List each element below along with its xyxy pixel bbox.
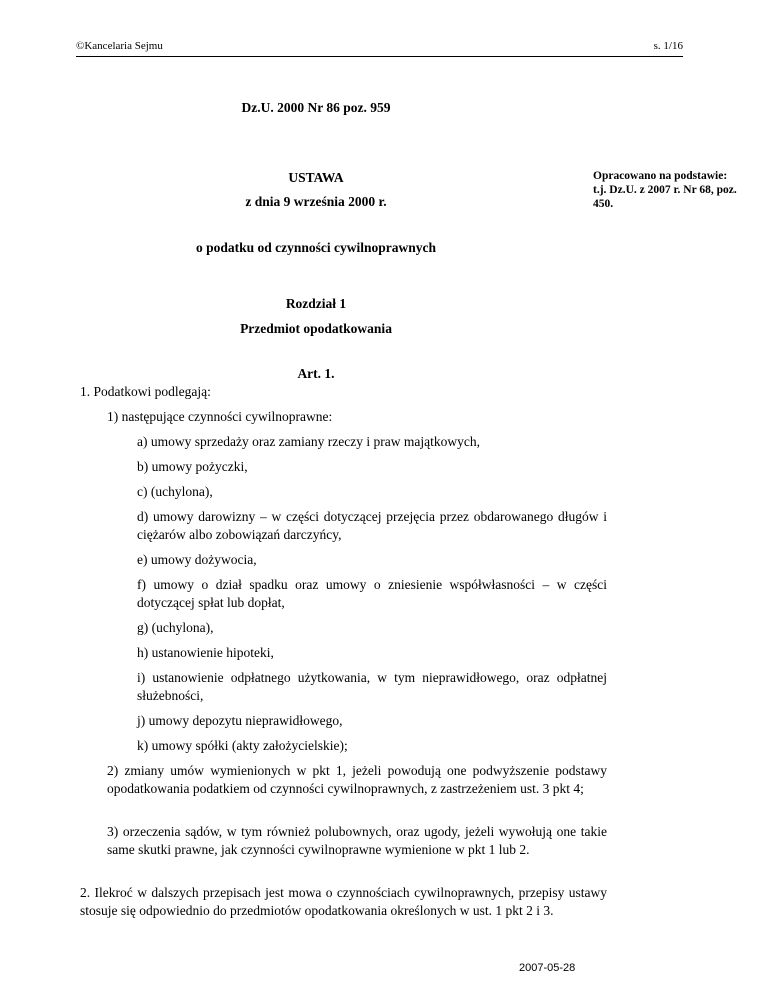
document-date: z dnia 9 września 2000 r. [245, 194, 387, 209]
chapter-number: Rozdział 1 [285, 296, 347, 311]
footer-date: 2007-05-28 [519, 962, 576, 974]
document-type: USTAWA [288, 170, 344, 185]
letter-e: e) umowy dożywocia, [137, 552, 257, 567]
letter-k: k) umowy spółki (akty założycielskie); [137, 738, 348, 753]
article-number: Art. 1. [297, 366, 335, 381]
chapter-title: Przedmiot opodatkowania [240, 321, 392, 336]
letter-f: f) umowy o dział spadku oraz umowy o zniesienie współwłasności – w części dotyczącej spłat lub dopłat, [137, 577, 607, 610]
letter-d: d) umowy darowizny – w części dotyczącej przejęcia przez obdarowanego długów i ciężarów albo zobowiązań darczyńcy, [137, 509, 607, 542]
header-publisher: ©Kancelaria Sejmu [76, 40, 163, 52]
point-1: 1) następujące czynności cywilnoprawne: [107, 409, 333, 424]
letter-g: g) (uchylona), [137, 620, 214, 635]
paragraph-2: 2. Ilekroć w dalszych przepisach jest mowa o czynnościach cywilnoprawnych, przepisy ustawy stosuje się odpowiednio do przedmiotów opodatkowania określonych w ust. 1 pkt 2 i 3. [80, 885, 607, 918]
point-3: 3) orzeczenia sądów, w tym również polubownych, oraz ugody, jeżeli wywołują one takie same skutki prawne, jak czynności cywilnoprawne wymienione w pkt 1 lub 2. [107, 824, 607, 857]
document-citation: Dz.U. 2000 Nr 86 poz. 959 [241, 100, 391, 115]
letter-h: h) ustanowienie hipoteki, [137, 645, 274, 660]
letter-b: b) umowy pożyczki, [137, 459, 248, 474]
side-note: Opracowano na podstawie: t.j. Dz.U. z 2007 r. Nr 68, poz. 450. [593, 170, 737, 210]
header-rule [76, 56, 683, 57]
letter-a: a) umowy sprzedaży oraz zamiany rzeczy i praw majątkowych, [137, 434, 480, 449]
letter-i: i) ustanowienie odpłatnego użytkowania, w tym nieprawidłowego, oraz odpłatnej służebności, [137, 670, 607, 703]
letter-j: j) umowy depozytu nieprawidłowego, [137, 713, 343, 728]
letter-c: c) (uchylona), [137, 484, 213, 499]
point-2: 2) zmiany umów wymienionych w pkt 1, jeżeli powodują one podwyższenie podstawy opodatkowania podatkiem od czynności cywilnoprawnych, z zastrzeżeniem ust. 3 pkt 4; [107, 763, 607, 796]
paragraph-1: 1. Podatkowi podlegają: [80, 384, 211, 399]
header-page-number: s. 1/16 [653, 40, 683, 52]
document-title: o podatku od czynności cywilnoprawnych [195, 240, 437, 255]
